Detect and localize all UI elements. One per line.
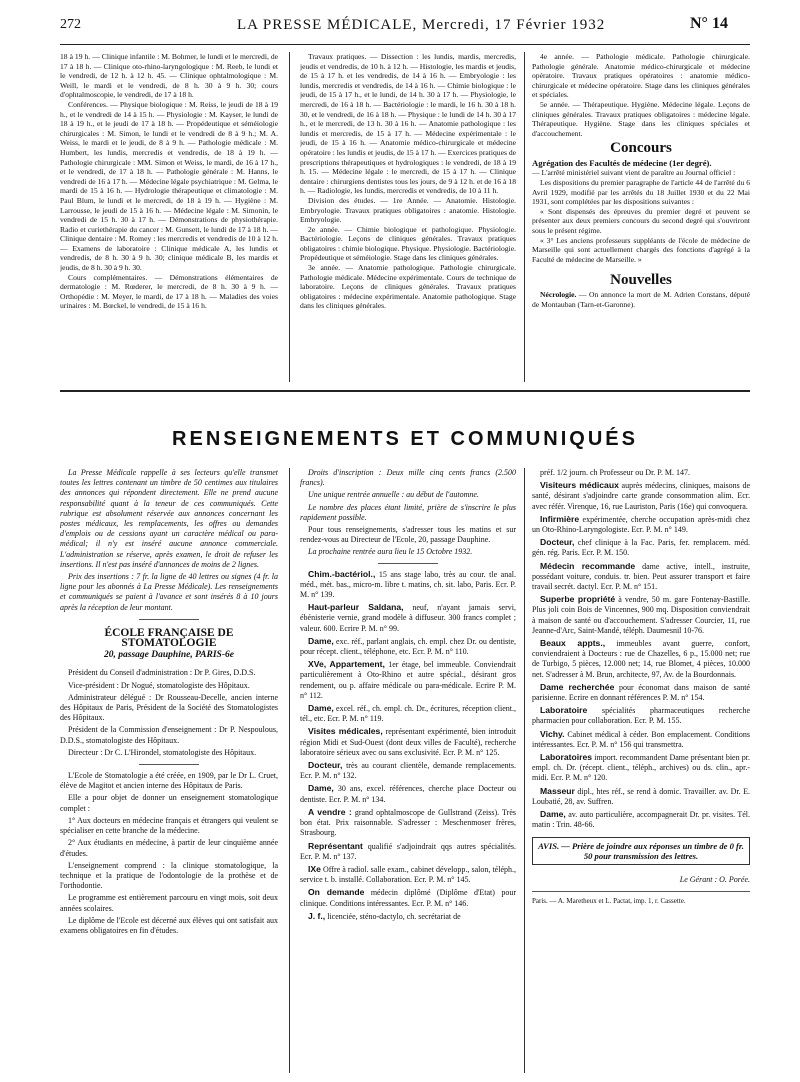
- ad-heading: On demande: [308, 887, 365, 898]
- ad-heading: Haut-parleur Saldana,: [308, 602, 404, 613]
- paragraph: Le diplôme de l'Ecole est décerné aux élèves qui ont satisfait aux examens obligatoires en fin d'études.: [60, 915, 278, 935]
- top-column-3: [532, 52, 750, 382]
- header-rule: [60, 44, 750, 45]
- ad-item: [300, 783, 516, 804]
- ad-text: médecin diplômé (Diplôme d'Etat) pour clinique. Conditions intéressantes. Ecr. P. M. n° 146.: [300, 888, 516, 908]
- ad-heading: XVe, Appartement,: [308, 659, 385, 670]
- ad-item: [300, 887, 516, 908]
- paragraph: Travaux pratiques. — Dissection : les lundis, mardis, mercredis, jeudis et vendredis, de 10 h. à 12 h. — Histologie, les mardis et jeudis, de 15 à 17 h. et les vendredis, de 14 à 16 h. — Embryologie : les lundis, mercredis et vendredis, de 14 à 16 h. — Chimie biologique : le jeudi, de 15 à 17 h., et le lundi, de 14 h. 30 à 17 h. — Physiologie, le mercredi, de 16 à 18 h. — Bactériologie : le mardi, le 16 h. 30 à 18 h. 30, et le vendredi, de 16 à 18 h. — Physique : le lundi de 14 h. 30 à 17 h., et le mercredi, de 13 h. 30 à 16 h. — Anatomie pathologique : les lundis et mercredis, de 15 à 17 h. — Médecine expérimentale : le jeudi, de 15 à 16 h. — Anatomie médico-chirurgicale et médecine opératoire : les lundis et jeudis, de 15 à 17 h. — Exercices pratiques de prescriptions thérapeutiques et hydrologiques : le vendredi, de 18 à 19 h. 15. — Médecine légale : le mercredi, de 15 à 17 h. — Clinique dentaire : chirurgiens dentistes tous les jours, de 9 à 12 h. et de 16 à 18 h. — Radiologie, les lundis, mercredis et vendredis, de 10 à 11 h.: [300, 52, 516, 196]
- ad-item: [300, 468, 516, 488]
- ad-item: [300, 807, 516, 839]
- concours-subheading: Agrégation des Facultés de médecine (1er degré).: [532, 157, 712, 168]
- ad-text: Une unique rentrée annuelle : au début de l'automne.: [308, 490, 479, 500]
- gerant-signature: Le Gérant : O. Porée.: [679, 874, 750, 884]
- ad-text: import. recommandent Dame présentant bien pr. empl. ch. Dr. (récept. client., téléph., archives) ou ds. clin., apr.-midi. Ecr. P. M. n° 120.: [532, 753, 750, 783]
- ad-heading: Laboratoire: [540, 705, 588, 716]
- column-separator: [289, 468, 290, 1073]
- ad-text: pour économat dans maison de santé parisienne. Ecrire en donnant références P. M. n° 154.: [532, 682, 750, 703]
- ad-item: [300, 525, 516, 545]
- ad-item: [300, 703, 516, 724]
- ad-heading: Infirmière: [540, 513, 580, 524]
- ad-item: [532, 537, 750, 558]
- column-separator: [524, 52, 525, 382]
- ad-item: [532, 480, 750, 512]
- journal-title: LA PRESSE MÉDICALE, Mercredi, 17 Février 1932: [237, 17, 606, 33]
- paragraph: 1° Aux docteurs en médecine français et étrangers qui veulent se spécialiser en cette branche de la médecine.: [60, 815, 278, 836]
- ad-item: [300, 490, 516, 500]
- ad-heading: Superbe propriété: [540, 594, 616, 605]
- ad-item: [532, 514, 750, 535]
- ad-heading: Vichy.: [540, 728, 565, 739]
- officer: Directeur : Dr C. L'Hirondel, stomatologiste des Hôpitaux.: [68, 747, 257, 757]
- ad-item: [300, 659, 516, 701]
- ad-text: Offre à radiol. salle exam., cabinet développ., salon, téléph., service t. b. installé. Collaboration. Ecr. P. M. n° 145.: [300, 864, 516, 885]
- paragraph: — L'arrêté ministériel suivant vient de paraître au Journal officiel :: [532, 168, 736, 178]
- paragraph: L'Ecole de Stomatologie a été créée, en 1909, par le Dr L. Cruet, élève de Magitot et ancien interne des Hôpitaux de Paris.: [60, 771, 278, 791]
- paragraph: « 3° Les anciens professeurs suppléants de l'école de médecine de Marseille qui sont actuellement chargés des fonctions d'agrégé à la Faculté de médecine de Marseille. »: [532, 235, 750, 264]
- ad-heading: Dame recherchée: [540, 681, 615, 692]
- concours-heading: Concours: [610, 140, 672, 157]
- column-separator: [524, 468, 525, 1073]
- ad-item: [532, 561, 750, 593]
- ad-heading: IXe: [308, 863, 321, 874]
- ad-item: [532, 809, 750, 830]
- nouvelles-heading: Nouvelles: [610, 272, 672, 289]
- ad-text: exc. réf., parlant anglais, ch. empl. chez Dr. ou dentiste, pour récept. client., téléphone, etc. Ecr. P. M. n° 110.: [300, 636, 516, 657]
- column-separator: [289, 52, 290, 382]
- ad-item: [300, 760, 516, 781]
- ad-heading: Chim.-bactériol.,: [308, 568, 376, 579]
- officer: Administrateur délégué : Dr Rousseau-Decelle, ancien interne des Hôpitaux de Paris, Président de la Société des Stomatologistes des Hôpitaux.: [60, 692, 278, 723]
- ad-heading: J. f.,: [308, 910, 326, 921]
- paragraph: Le programme est entièrement parcouru en vingt mois, soit deux années scolaires.: [60, 893, 278, 913]
- divider: [139, 619, 199, 620]
- paragraph: Cours complémentaires. — Démonstrations élémentaires de dermatologie : M. Rœderer, le mercredi, de 8 h. 30 à 9 h. — Orthopédie : M. Meyer, le mardi, de 17 à 18 h. — Maladies des voies urinaires : M. Bœckel, le vendredi, de 15 à 16 h.: [60, 272, 278, 311]
- paragraph: 2° Aux étudiants en médecine, à partir de leur cinquième année d'études.: [60, 838, 278, 858]
- ad-text: chef clinique à la Fac. Paris, fer. remplacem. méd. gén. rég. Paris. Ecr. P. M. 150.: [532, 538, 750, 558]
- ad-text: 30 ans, excel. références, cherche place Docteur ou dentiste. Ecr. P. M. n° 134.: [300, 784, 516, 804]
- ad-heading: Dame,: [308, 783, 334, 794]
- ad-text: auprès médecins, cliniques, maisons de santé, désirant s'adjoindre carte grande consommation alim. Ecr. avec référ. Virenque, 16, rue Lauriston, Paris (16e) qui convoquera.: [532, 481, 750, 511]
- ad-item: [532, 638, 750, 680]
- necrologie-text: — On annonce la mort de M. Adrien Constans, député de Montauban (Tarn-et-Garonne).: [532, 289, 750, 309]
- bottom-column-1: [60, 468, 278, 1073]
- ad-text: très au courant clientèle, demande remplacements. Ecr. P. M. n° 132.: [300, 761, 516, 781]
- ad-text: licenciée, sténo-dactylo, ch. secrétariat de: [325, 911, 461, 921]
- ad-text: av. auto particulière, accompagnerait Dr. pr. visites. Tél. matin : Trin. 48-66.: [532, 810, 750, 830]
- ecole-address: 20, passage Dauphine, PARIS-6e: [104, 650, 234, 661]
- ecole-title: ÉCOLE FRANÇAISE DE STOMATOLOGIE: [104, 626, 234, 650]
- ad-text: immeubles avant guerre, confort, conviendraient à Docteurs : rue de Chazelles, 6 p., 15.000 net; rue de Turbigo, 5 pièces, 12.000 net; 14, rue Blomet, 4 pièces, 10.000 net. S'adresser à M. Brun, architecte, 97, Av. de la Bourdonnais.: [532, 639, 750, 679]
- ad-text: dipl., htes réf., se rend à domic. Travailler. av. Dr. E. Loubatié, 28, av. Suffren.: [532, 786, 750, 806]
- ad-item: [532, 752, 750, 784]
- ad-text: préf. 1/2 journ. ch Professeur ou Dr. P. M. 147.: [540, 468, 690, 477]
- ad-item: [532, 468, 750, 478]
- ad-text: Pour tous renseignements, s'adresser tous les matins et sur rendez-vous au Directeur de l'Ecole, 20, passage Dauphine.: [300, 525, 516, 545]
- ad-text: spécialités pharmaceutiques recherche pharmacien pour collaboration. Ecr. P. M. 155.: [532, 706, 750, 726]
- ad-item: [532, 682, 750, 703]
- ad-heading: Docteur,: [540, 537, 575, 548]
- divider: [139, 764, 199, 765]
- section-rule: [60, 390, 750, 392]
- ad-item: [300, 864, 516, 885]
- ad-item: [300, 911, 516, 922]
- paragraph: Division des études. — 1re Année. — Anatomie. Histologie. Embryologie. Travaux pratiques obligatoires : anatomie. Histologie. Embryologie.: [300, 195, 516, 225]
- imprimerie: Paris. — A. Maretheux et L. Pactat, imp. 1, r. Cassette.: [532, 897, 686, 906]
- ad-text: neuf, n'ayant jamais servi, ébénisterie vernie, grand modèle à diffuseur. 300 francs complet ; valeur. 600. Ecrire P. M. n° 99.: [300, 603, 516, 633]
- page-header: [0, 0, 800, 40]
- ad-text: dame active, intell., instruite, possédant voiture, conduis. tr. bien. Peut assurer transport et faire travail secrét. dactyl. Ecr. P. M. n° 151.: [532, 561, 750, 592]
- ad-item: [532, 786, 750, 807]
- ad-text: excel. réf., ch. empl. ch. Dr., écritures, réception client., tél., etc. Ecr. P. M. n° 119.: [300, 704, 516, 724]
- ad-item: [300, 726, 516, 758]
- officer: Président de la Commission d'enseignement : Dr P. Nespoulous, D.D.S., stomatologiste des Hôpitaux.: [60, 725, 278, 745]
- paragraph: Conférences. — Physique biologique : M. Reiss, le jeudi de 18 à 19 h., et le vendredi de 14 à 15 h. — Physiologie : M. Kayser, le lundi de 18 à 19 h., et le jeudi de 17 à 18 h. — Propédeutique et séméiologie chirurgicales : M. Simon, le lundi et le vendredi de 8 à 9 h.; M. A. Weiss, le mardi et le jeudi, de 8 à 9 h. — Pathologie médicale : M. Humbert, les lundis, mercredis et vendredis, de 18 à 19 h. — Pathologie chirurgicale : MM. Simon et Weiss, le mardi, de 16 à 17 h., et le vendredi, de 17 à 18 h. — Pathologie générale : M. Hanns, le vendredi de 16 à 17 h. — Médecine légale psychiatrique : M. Gelma, le mardi de 15 à 16 h. — Hydrologie thérapeutique et climatologie : M. Paul Blum, le lundi et le mercredi, de 18 à 19 h. — Hygiène : M. Larrousse, le jeudi de 15 à 16 h. — Médecine légale : M. Simonin, le vendredi de 15 h. 30 à 17 h. — Démonstrations de physiothérapie. Radio et curiethérapie du cancer : M. Gunsett, le lundi de 17 à 18 h. — Clinique dentaire : M. Romey : les mercredis et vendredis de 10 à 12 h. — Examens de laboratoire : Clinique médicale A, les lundis et vendredis, de 8 h. 30 à 9 h. 30; clinique médicale B, les mardis et jeudis, de 8 h. 30 à 9 h. 30.: [60, 99, 278, 273]
- paragraph: 4e année. — Pathologie médicale. Pathologie chirurgicale. Pathologie générale. Anatomie médico-chirurgicale et médecine opératoire. Travaux pratiques opératoires : anatomie médico-chirurgicale et médecine opératoire. Stage dans les cliniques générales et spéciales.: [532, 52, 750, 100]
- ad-text: qualifié s'adjoindrait qqs autres spécialités. Ecr. P. M. n° 137.: [300, 841, 516, 861]
- ad-heading: Visites médicales,: [308, 726, 383, 737]
- top-column-1: [60, 52, 278, 382]
- ad-heading: Dame,: [540, 809, 566, 820]
- ad-heading: Médecin recommande: [540, 560, 636, 571]
- officer: Président du Conseil d'administration : Dr P. Gires, D.D.S.: [68, 668, 256, 678]
- ad-heading: Visiteurs médicaux: [540, 480, 619, 491]
- ad-item: [300, 841, 516, 862]
- paragraph: 3e année. — Anatomie pathologique. Pathologie chirurgicale. Pathologie médicale. Médecine expérimentale. Cours de technique de laboratoire. Leçons de cliniques générales. Travaux pratiques obligatoires : médecine expérimentale. Anatomie pathologique. Stage dans les cliniques générales.: [300, 263, 516, 311]
- ad-item: [300, 602, 516, 634]
- ad-text: Le nombre des places étant limité, prière de s'inscrire le plus rapidement possible.: [300, 502, 516, 522]
- ad-text: grand ophtalmoscope de Gullstrand (Zeiss). Très bon état. Prix raisonnable. S'adresser : Meschenmoser frères, Strasbourg.: [300, 807, 516, 838]
- top-column-2: [300, 52, 516, 382]
- ad-heading: Masseur: [540, 785, 575, 796]
- ad-heading: Beaux appts.,: [540, 638, 606, 649]
- ad-heading: A vendre :: [308, 806, 352, 817]
- ad-text: 15 ans stage labo, très au cour. tle anal. méd., mét. bas., micro-m. libre t. matins, ch. sit. labo, Paris. Ecr. P. M. n° 139.: [300, 569, 516, 600]
- divider: [378, 563, 438, 564]
- ad-text: La prochaine rentrée aura lieu le 15 Octobre 1932.: [308, 547, 473, 557]
- ad-text: Cabinet médical à céder. Bon emplacement. Conditions intéressantes. Ecr. P. M. n° 156 qui transmettra.: [532, 729, 750, 749]
- officer: Vice-président : Dr Nogué, stomatologiste des Hôpitaux.: [68, 680, 250, 690]
- necrologie-label: Nécrologie.: [540, 289, 577, 299]
- ad-item: [300, 569, 516, 601]
- paragraph: 18 à 19 h. — Clinique infantile : M. Bohmer, le lundi et le mercredi, de 17 à 18 h. — Clinique oto-rhino-laryngologique : M. Reeb, le lundi et le vendredi, de 12 h. à 12 h. 45. — Clinique ophtalmologique : M. Weill, le mardi et le vendredi, de 8 h. 30 à 9 h. 30; cours d'ophtalmoscopie, le vendredi, de 17 à 18 h.: [60, 52, 278, 100]
- ad-text: expérimentée, cherche occupation après-midi chez un Oto-Rhino-Laryngologiste. Ecr. P. M. n° 149.: [532, 514, 750, 535]
- ad-heading: Laboratoires: [540, 752, 593, 763]
- bottom-column-2: [300, 468, 516, 1073]
- ad-text: 1er étage, bel immeuble. Conviendrait particulièrement à Oto-Rhino et autre spécial., désirant gros rendement, ou p. affaire médicale ou para-médicale. Ecrire P. M. n° 112.: [300, 660, 516, 700]
- paragraph: « Sont dispensés des épreuves du premier degré et peuvent se présenter aux deux premiers concours du second degré qui s'ouvriront sous le présent régime.: [532, 206, 750, 235]
- ad-item: [300, 547, 516, 557]
- ad-heading: Dame,: [308, 703, 334, 714]
- paragraph: Les dispositions du premier paragraphe de l'article 44 de l'arrêté du 6 Avril 1929, modifié par les arrêtés du 18 Juillet 1930 et du 22 Mai 1931, sont complétées par les dispositions suivantes :: [532, 178, 750, 207]
- ad-heading: Représentant: [308, 840, 363, 851]
- ad-heading: Docteur,: [308, 760, 343, 771]
- ad-heading: Dame,: [308, 635, 334, 646]
- ad-item: [300, 636, 516, 657]
- issue-number: N° 14: [690, 15, 728, 32]
- paragraph: 5e année. — Thérapeutique. Hygiène. Médecine légale. Leçons de cliniques générales. Travaux pratiques obligatoires : médecine légale. Thérapeutique. Hygiène. Stage dans les cliniques spéciales et d'accouchement.: [532, 99, 750, 138]
- paragraph: L'enseignement comprend : la clinique stomatologique, la technique et la pratique de l'odontologie de la prothèse et de l'orthodontie.: [60, 860, 278, 891]
- intro-paragraph: La Presse Médicale rappelle à ses lecteurs qu'elle transmet toutes les lettres contenant un timbre de 50 centimes aux titulaires des annonces qui répondent directement. Elle ne prend aucune responsabilité quant à la teneur de ces communiqués. Cette rubrique est absolument réservée aux annonces concernant les postes médicaux, les remplacements, les offres ou demandes d'emplois ou de cessions ayant un caractère médical ou para-médical; il n'y est inséré aucune annonce commerciale. L'administration se réserve, après examen, le droit de refuser les insertions. Il n'est pas inséré d'annonces de moins de 2 lignes.: [60, 468, 278, 569]
- ad-item: [532, 729, 750, 750]
- page-number: 272: [60, 17, 81, 32]
- section-title: RENSEIGNEMENTS ET COMMUNIQUÉS: [172, 428, 638, 450]
- ad-text: représentant expérimenté, bien introduit région Midi et Sud-Ouest (dont deux villes de Faculté), recherche laboratoire sérieux avec ou sans exclusivité. Ecr. P. M. n° 125.: [300, 727, 516, 757]
- paragraph: Elle a pour objet de donner un enseignement stomatologique complet :: [60, 793, 278, 813]
- ad-item: [300, 503, 516, 523]
- ad-text: à vendre, 50 m. gare Fontenay-Bastille. Plus joli coin Bois de Vincennes, 900 mq. Disposition conviendrait à maison de santé ou d'accouchement. S'adresser Courcier, 11, rue Jeanne-d'Arc, Saint-Mandé, téléph. Daumesnil 10-76.: [532, 595, 750, 635]
- ad-item: [532, 594, 750, 636]
- paragraph: 2e année. — Chimie biologique et pathologique. Physiologie. Bactériologie. Leçons de cliniques générales. Travaux pratiques obligatoires : chimie biologique. Physique. Physiologie. Bactériologie. Propédeutique et séméiologie. Stage dans les cliniques générales.: [300, 224, 516, 263]
- avis-box: AVIS. — Prière de joindre aux réponses un timbre de 0 fr. 50 pour transmission des lettres.: [532, 837, 750, 865]
- ad-item: [532, 705, 750, 726]
- divider: [532, 891, 750, 892]
- bottom-column-3: [532, 468, 750, 1073]
- prix-paragraph: Prix des insertions : 7 fr. la ligne de 40 lettres ou signes (4 fr. la ligne pour les abonnés à La Presse Médicale). Les renseignements et communiqués se paient à l'avance et sont insérés 8 à 10 jours après la réception de leur montant.: [60, 572, 278, 612]
- ad-text: Droits d'inscription : Deux mille cinq cents francs (2.500 francs).: [300, 468, 516, 488]
